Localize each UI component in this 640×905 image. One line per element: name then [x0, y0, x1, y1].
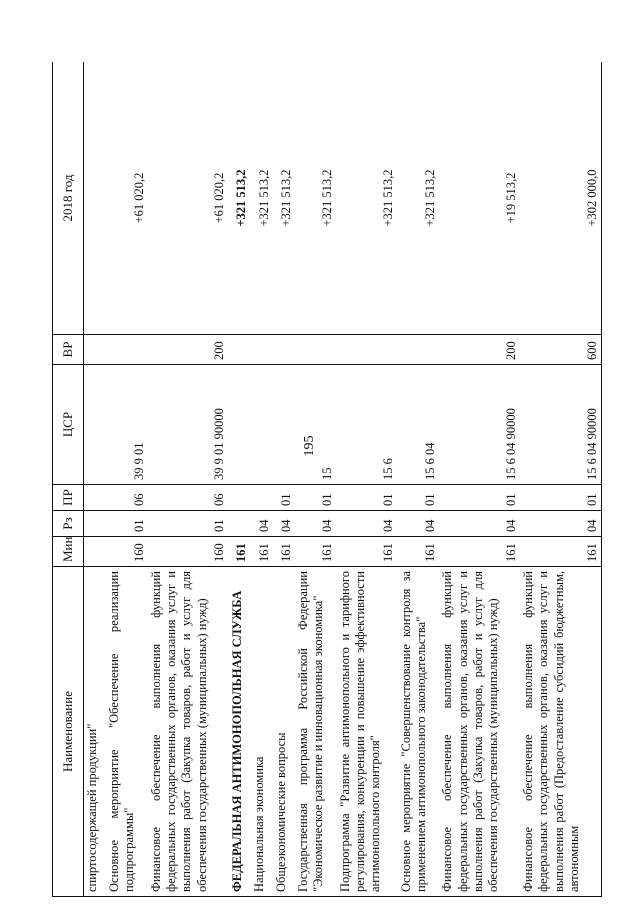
- row-name: Общеэкономические вопросы: [273, 567, 295, 897]
- row-csr: 39 9 01 90000: [148, 365, 229, 485]
- row-rz: [84, 511, 107, 537]
- header-pr: ПР: [53, 485, 84, 511]
- row-name: Национальная экономика: [251, 567, 273, 897]
- row-vr: [295, 335, 337, 365]
- row-rz: 04: [251, 511, 273, 537]
- row-min: 161: [439, 537, 520, 567]
- row-pr: 06: [148, 485, 229, 511]
- row-min: 161: [251, 537, 273, 567]
- row-amount: +61 020,2: [106, 62, 148, 335]
- row-amount: +321 513,2: [295, 62, 337, 335]
- table-row: [84, 62, 107, 897]
- row-rz: 04: [439, 511, 520, 537]
- row-min: 161: [398, 537, 440, 567]
- row-min: 161: [295, 537, 337, 567]
- row-vr: 200: [148, 335, 229, 365]
- table-row: [337, 62, 398, 897]
- page-number: 195: [302, 435, 317, 457]
- row-pr: 01: [520, 485, 601, 511]
- row-vr: 600: [520, 335, 601, 365]
- table-row: [520, 62, 601, 897]
- row-name: спиртосодержащей продукции": [84, 567, 107, 897]
- row-amount: +19 513,2: [439, 62, 520, 335]
- row-pr: 06: [106, 485, 148, 511]
- row-pr: 01: [273, 485, 295, 511]
- row-vr: [251, 335, 273, 365]
- rotated-table-wrapper: [52, 62, 602, 897]
- row-csr: [84, 365, 107, 485]
- row-rz: 04: [520, 511, 601, 537]
- row-name: Подпрограмма "Развитие антимонопольного и тарифного регулирования, конкуренции и повышение эффективности антимонопольного контроля": [337, 567, 398, 897]
- row-pr: 01: [337, 485, 398, 511]
- table-row: [229, 62, 251, 897]
- row-amount: +302 000,0: [520, 62, 601, 335]
- row-pr: 01: [398, 485, 440, 511]
- row-amount: +321 513,2: [251, 62, 273, 335]
- row-vr: [273, 335, 295, 365]
- row-name: Финансовое обеспечение выполнения функций федеральных государственных органов, оказания услуг и выполнения работ (Закупка товаров, работ и услуг для обеспечения государственных (муниципальных) нужд): [148, 567, 229, 897]
- header-csr: ЦСР: [53, 365, 84, 485]
- header-name: Наименование: [53, 567, 84, 897]
- row-rz: 04: [398, 511, 440, 537]
- table-row: [273, 62, 295, 897]
- row-rz: 04: [295, 511, 337, 537]
- row-csr: 15 6 04 90000: [520, 365, 601, 485]
- row-vr: 200: [439, 335, 520, 365]
- row-amount: +61 020,2: [148, 62, 229, 335]
- row-name: Финансовое обеспечение выполнения функций федеральных государственных органов, оказания услуг и выполнения работ (Предоставление субсидий бюджетным, автономным: [520, 567, 601, 897]
- row-min: 161: [229, 537, 251, 567]
- row-rz: 04: [337, 511, 398, 537]
- row-name: Финансовое обеспечение выполнения функций федеральных государственных органов, оказания услуг и выполнения работ (Закупка товаров, работ и услуг для обеспечения государственных (муниципальных) нужд): [439, 567, 520, 897]
- header-rz: Рз: [53, 511, 84, 537]
- row-name: Государственная программа Российской Федерации "Экономическое развитие и инновационная экономика": [295, 567, 337, 897]
- header-min: Мин: [53, 537, 84, 567]
- row-vr: [229, 335, 251, 365]
- row-rz: 01: [148, 511, 229, 537]
- row-pr: [84, 485, 107, 511]
- row-vr: [337, 335, 398, 365]
- row-min: 160: [106, 537, 148, 567]
- row-pr: [229, 485, 251, 511]
- row-amount: +321 513,2: [337, 62, 398, 335]
- row-min: [84, 537, 107, 567]
- row-min: 161: [273, 537, 295, 567]
- row-csr: 15 6 04: [398, 365, 440, 485]
- table-row: [398, 62, 440, 897]
- row-min: 160: [148, 537, 229, 567]
- row-csr: 15 6 04 90000: [439, 365, 520, 485]
- row-amount: [84, 62, 107, 335]
- row-csr: 15: [295, 365, 337, 485]
- row-csr: [229, 365, 251, 485]
- row-csr: 39 9 01: [106, 365, 148, 485]
- row-pr: [251, 485, 273, 511]
- row-csr: 15 6: [337, 365, 398, 485]
- row-min: 161: [520, 537, 601, 567]
- row-amount: +321 513,2: [398, 62, 440, 335]
- row-amount: +321 513,2: [229, 62, 251, 335]
- table-row: [148, 62, 229, 897]
- row-vr: [398, 335, 440, 365]
- table-row: [251, 62, 273, 897]
- row-csr: [273, 365, 295, 485]
- budget-table: [52, 62, 602, 897]
- page-content: [52, 62, 602, 897]
- row-rz: 01: [106, 511, 148, 537]
- row-name: ФЕДЕРАЛЬНАЯ АНТИМОНОПОЛЬНАЯ СЛУЖБА: [229, 567, 251, 897]
- table-header-row: [53, 62, 84, 897]
- row-name: Основное мероприятие "Обеспечение реализации подпрограммы": [106, 567, 148, 897]
- row-pr: 01: [439, 485, 520, 511]
- row-csr: [251, 365, 273, 485]
- table-row: [106, 62, 148, 897]
- row-vr: [84, 335, 107, 365]
- header-vr: ВР: [53, 335, 84, 365]
- row-pr: 01: [295, 485, 337, 511]
- row-amount: +321 513,2: [273, 62, 295, 335]
- row-name: Основное мероприятие "Совершенствование контроля за применением антимонопольного законодательства": [398, 567, 440, 897]
- header-year: 2018 год: [53, 62, 84, 335]
- row-rz: 04: [273, 511, 295, 537]
- row-min: 161: [337, 537, 398, 567]
- row-vr: [106, 335, 148, 365]
- row-rz: [229, 511, 251, 537]
- table-row: [439, 62, 520, 897]
- table-row: [295, 62, 337, 897]
